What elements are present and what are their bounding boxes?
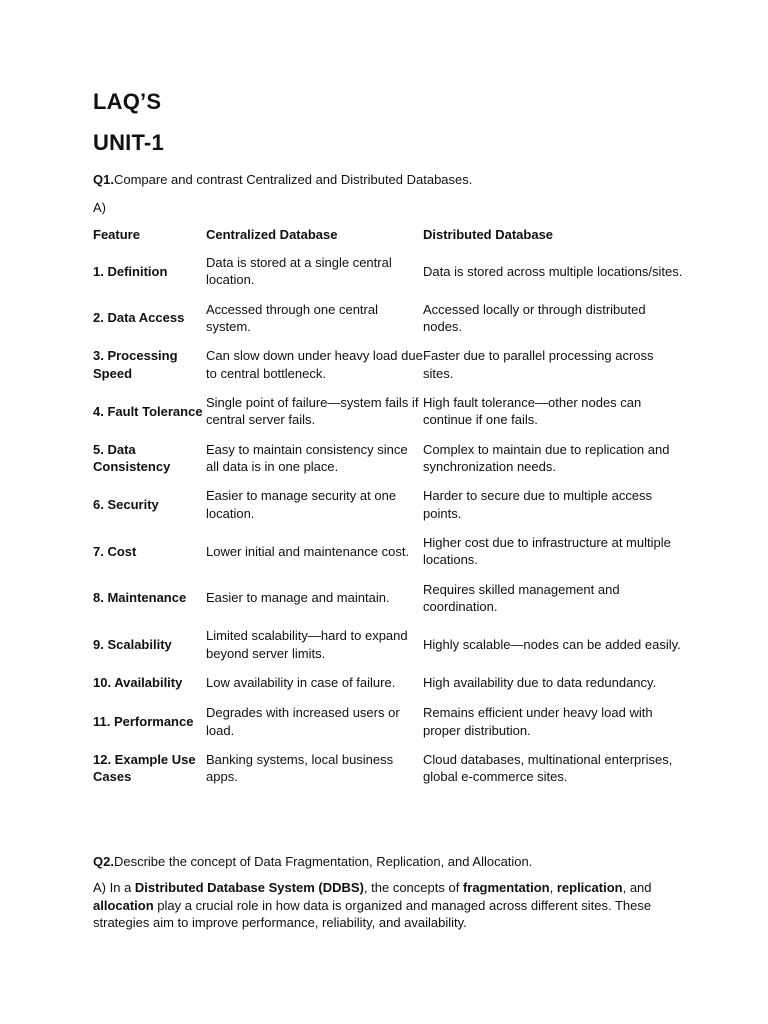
answer-2-text: , and [622, 880, 652, 895]
question-1-number: Q1. [93, 172, 114, 187]
distributed-cell: Complex to maintain due to replication and synchronization needs. [423, 441, 670, 475]
feature-cell: 3. Processing Speed [93, 348, 178, 381]
centralized-cell: Degrades with increased users or load. [206, 705, 400, 738]
comparison-table [93, 222, 683, 792]
header-distributed: Distributed Database [423, 227, 554, 243]
answer-2-bold-term: fragmentation [462, 880, 550, 895]
centralized-cell: Lower initial and maintenance cost. [206, 543, 410, 559]
centralized-cell: Banking systems, local business apps. [206, 751, 394, 785]
feature-cell: 1. Definition [93, 263, 168, 279]
distributed-cell: Remains efficient under heavy load with proper distribution. [423, 705, 653, 738]
feature-cell: 7. Cost [93, 543, 137, 559]
question-2 [93, 853, 532, 870]
answer-2-text: play a crucial role in how data is organized and managed across different sites. These strategies aim to improve performance, reliability, and availability. [93, 897, 652, 930]
table-row [93, 341, 683, 388]
feature-cell: 11. Performance [93, 713, 194, 729]
table-header-row [93, 222, 683, 248]
answer-2-bold-term: replication [556, 880, 623, 895]
distributed-cell: Requires skilled management and coordination. [423, 581, 620, 615]
feature-cell: 4. Fault Tolerance [93, 403, 203, 419]
question-1-text: Compare and contrast Centralized and Distributed Databases. [113, 172, 473, 187]
distributed-cell: Highly scalable—nodes can be added easily. [423, 637, 681, 653]
centralized-cell: Data is stored at a single central location. [206, 254, 392, 288]
table-row [93, 698, 683, 745]
question-2-text: Describe the concept of Data Fragmentation, Replication, and Allocation. [113, 854, 533, 869]
table-row [93, 745, 683, 792]
answer-2-text: , the concepts of [363, 880, 463, 895]
table-row [93, 528, 683, 575]
distributed-cell: Faster due to parallel processing across sites. [423, 348, 654, 381]
feature-cell: 12. Example Use Cases [93, 751, 196, 785]
answer-2-paragraph [93, 879, 653, 932]
distributed-cell: Harder to secure due to multiple access points. [423, 488, 653, 521]
header-centralized: Centralized Database [206, 227, 338, 243]
table-row [93, 248, 683, 295]
feature-cell: 8. Maintenance [93, 590, 187, 606]
feature-cell: 2. Data Access [93, 310, 185, 326]
centralized-cell: Can slow down under heavy load due to central bottleneck. [206, 348, 423, 381]
table-row [93, 388, 683, 435]
centralized-cell: Single point of failure—system fails if central server fails. [206, 394, 419, 428]
feature-cell: 10. Availability [93, 675, 183, 691]
feature-cell: 9. Scalability [93, 637, 172, 653]
centralized-cell: Accessed through one central system. [206, 301, 378, 335]
question-1 [93, 171, 472, 188]
answer-1-label: A) [93, 200, 106, 215]
document-title: LAQ’S [93, 89, 162, 114]
centralized-cell: Easy to maintain consistency since all data is in one place. [206, 441, 408, 475]
table-row [93, 575, 683, 622]
answer-2-text: A) In a [93, 880, 135, 895]
distributed-cell: High fault tolerance—other nodes can continue if one fails. [423, 394, 642, 428]
unit-heading: UNIT-1 [93, 130, 164, 155]
centralized-cell: Low availability in case of failure. [206, 675, 396, 691]
feature-cell: 6. Security [93, 497, 159, 513]
table-row [93, 481, 683, 528]
distributed-cell: High availability due to data redundancy. [423, 675, 657, 691]
answer-2-bold-term: Distributed Database System (DDBS) [134, 880, 364, 895]
centralized-cell: Limited scalability—hard to expand beyond server limits. [206, 628, 408, 661]
centralized-cell: Easier to manage security at one location. [206, 488, 397, 521]
centralized-cell: Easier to manage and maintain. [206, 590, 390, 606]
distributed-cell: Accessed locally or through distributed nodes. [423, 301, 646, 335]
distributed-cell: Data is stored across multiple locations/sites. [423, 263, 683, 279]
table-row [93, 622, 683, 669]
question-2-number: Q2. [93, 854, 114, 869]
table-row [93, 435, 683, 482]
answer-2-text: , [549, 880, 557, 895]
header-feature: Feature [93, 227, 140, 243]
table-row [93, 668, 683, 698]
answer-2-bold-term: allocation [93, 897, 154, 913]
feature-cell: 5. Data Consistency [93, 441, 171, 475]
distributed-cell: Cloud databases, multinational enterprises, global e-commerce sites. [423, 751, 673, 785]
table-row [93, 295, 683, 342]
distributed-cell: Higher cost due to infrastructure at multiple locations. [423, 534, 671, 568]
